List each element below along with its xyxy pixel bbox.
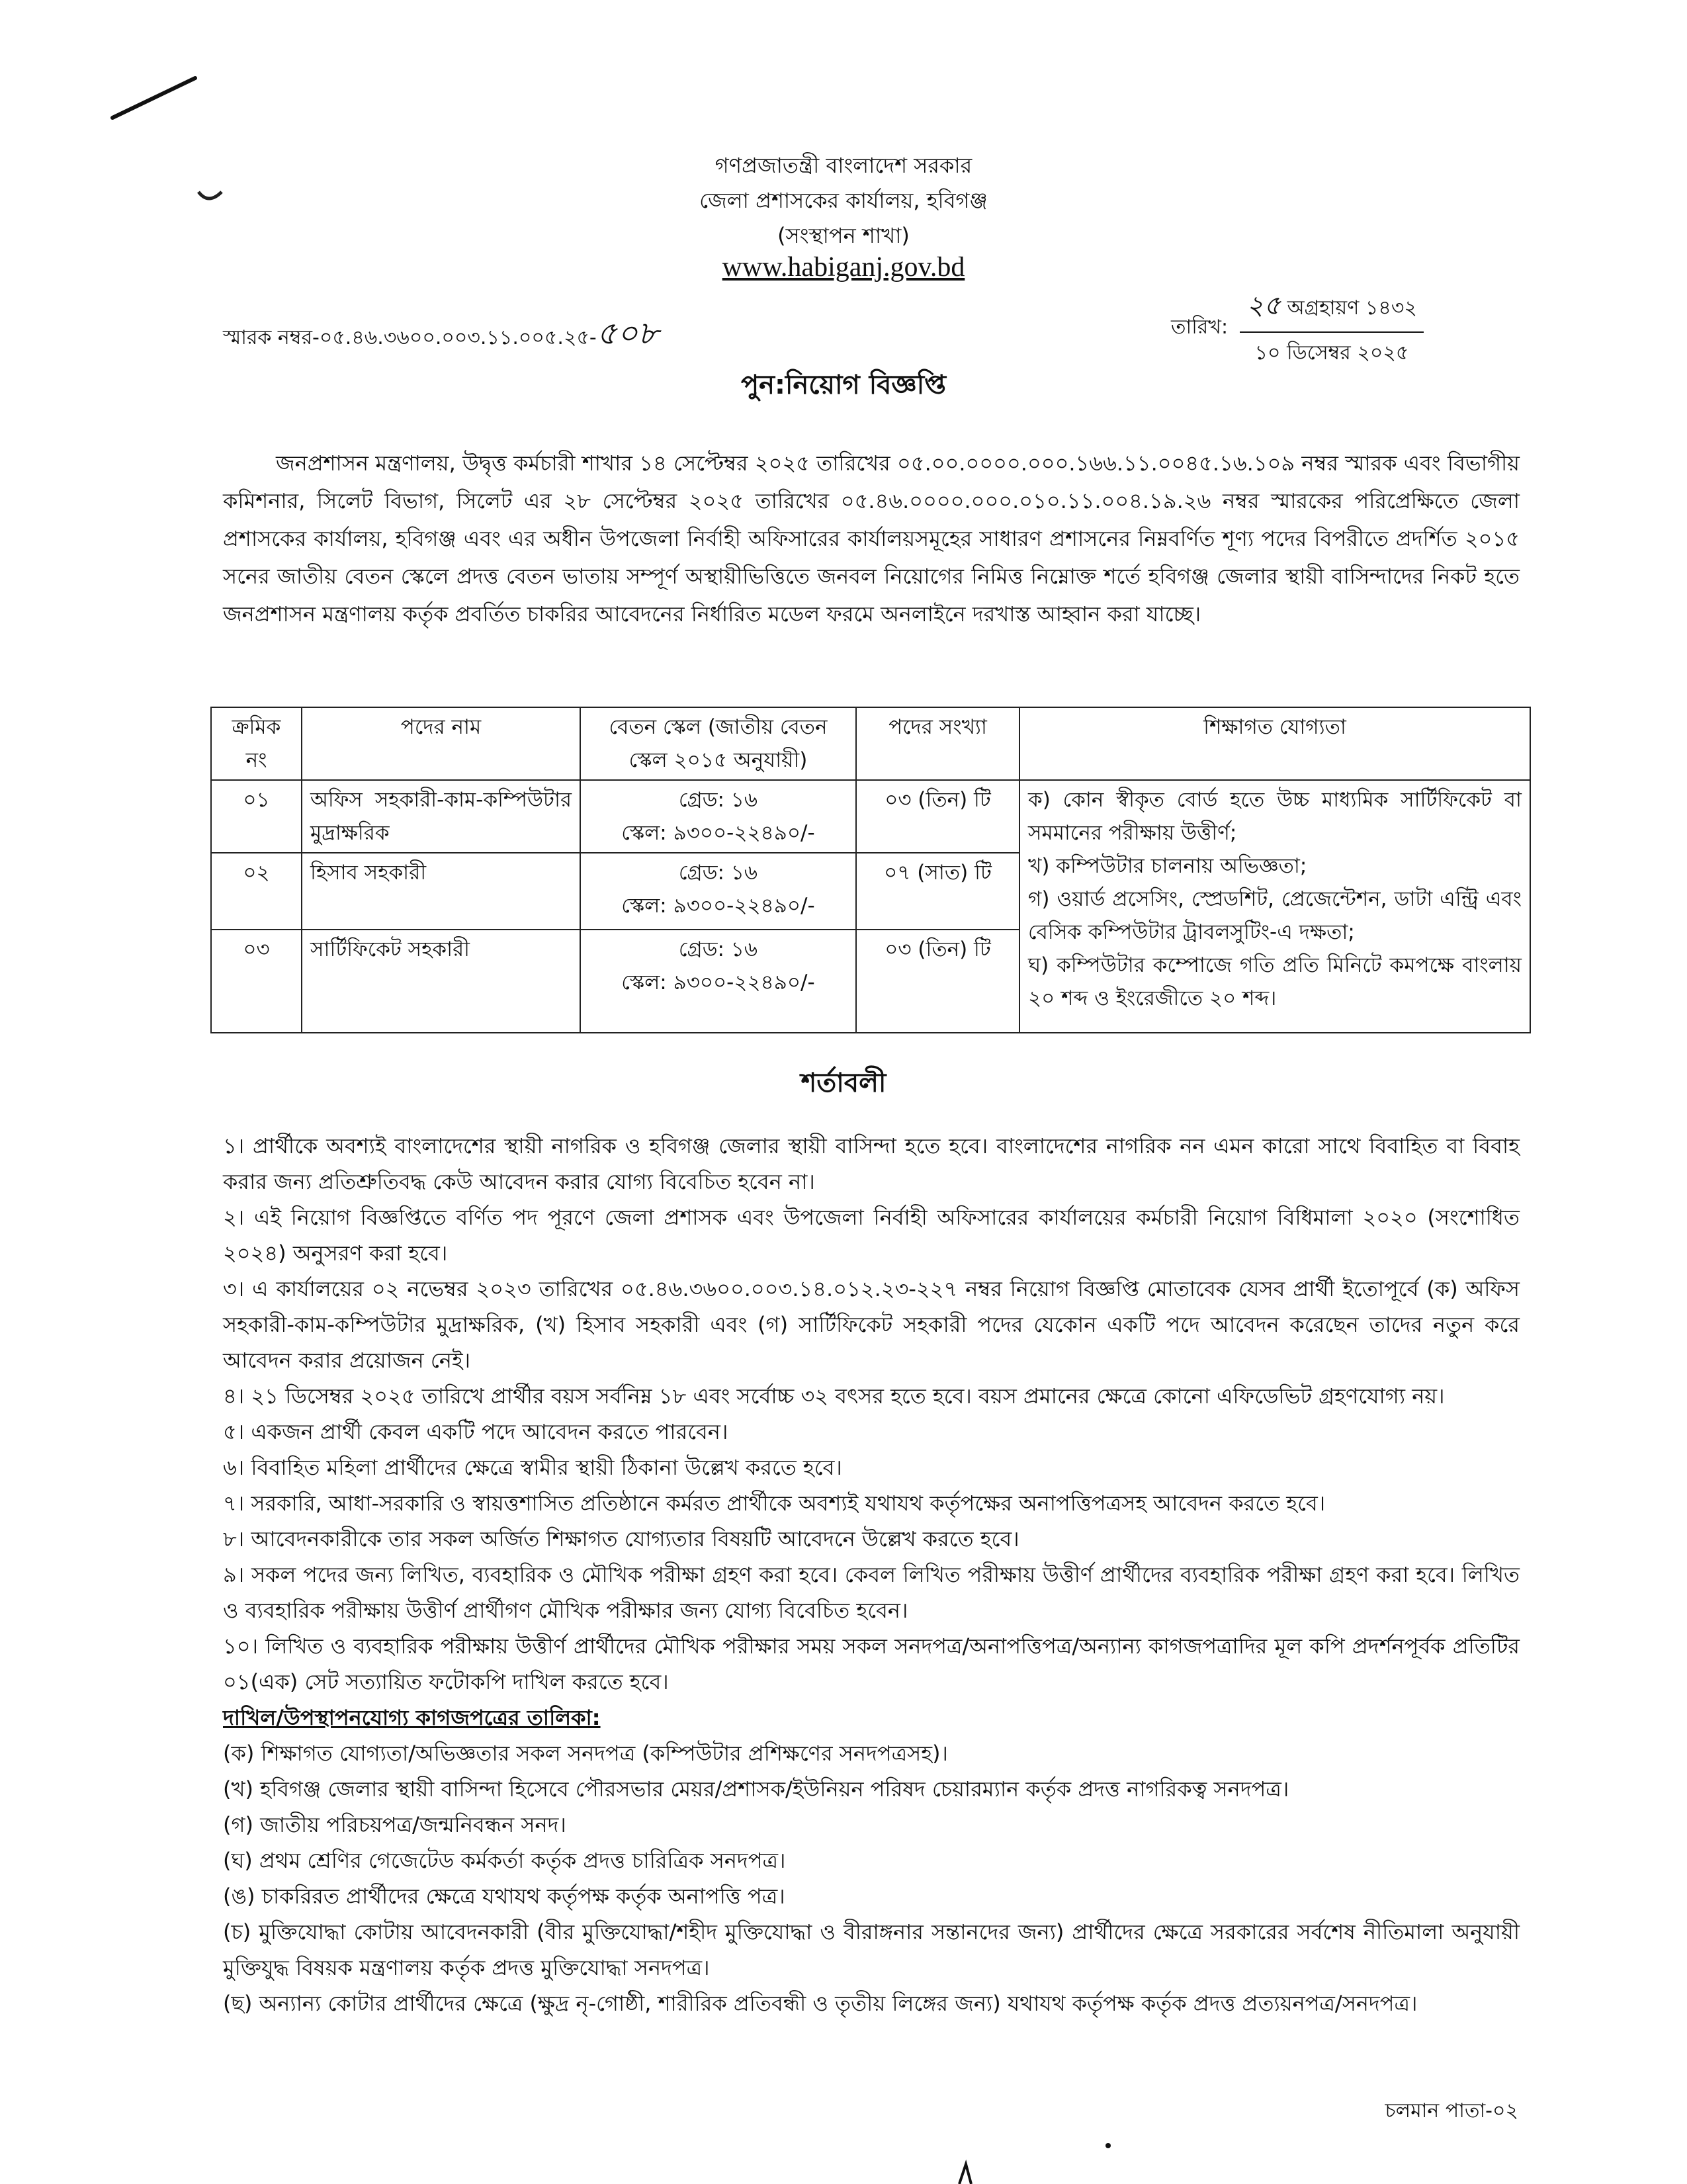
bangla-date: অগ্রহায়ণ ১৪৩২ — [1287, 296, 1417, 320]
header-post: পদের নাম — [302, 707, 580, 780]
english-date: ১০ ডিসেম্বর ২০২৫ — [1254, 341, 1409, 365]
qualification-item: খ) কম্পিউটার চালনায় অভিজ্ঞতা; — [1028, 854, 1307, 878]
qualification-item: ক) কোন স্বীকৃত বোর্ড হতে উচ্চ মাধ্যমিক সার্টিফিকেট বা সমমানের পরীক্ষায় উত্তীর্ণ; — [1028, 788, 1522, 845]
document-item: (ক) শিক্ষাগত যোগ্যতা/অভিজ্ঞতার সকল সনদপত্র (কম্পিউটার প্রশিক্ষণের সনদপত্রসহ)। — [223, 1741, 948, 1766]
vacancy-table — [210, 707, 1531, 1033]
condition-item: ৮। আবেদনকারীকে তার সকল অর্জিত শিক্ষাগত যোগ্যতার বিষয়টি আবেদনে উল্লেখ করতে হবে। — [223, 1526, 1019, 1551]
scale: স্কেল: ৯৩০০-২২৪৯০/- — [621, 894, 815, 918]
condition-item: ১। প্রার্থীকে অবশ্যই বাংলাদেশের স্থায়ী নাগরিক ও হবিগঞ্জ জেলার স্থায়ী বাসিন্দা হতে হবে। বাংলাদেশের নাগরিক নন এমন কারো সাথে বিবাহিত বা বিবাহ করার জন্য প্রতিশ্রুতিবদ্ধ কেউ আবেদন করার যোগ্য বিবেচিত হবেন না। — [223, 1133, 1520, 1194]
qualification-item: গ) ওয়ার্ড প্রসেসিং, স্প্রেডশিট, প্রেজেন্টেশন, ডাটা এন্ট্রি এবং বেসিক কম্পিউটার ট্রাবলসুটিং-এ দক্ষতা; — [1028, 887, 1522, 944]
document-item: (গ) জাতীয় পরিচয়পত্র/জন্মনিবন্ধন সনদ। — [223, 1812, 566, 1837]
government-name: গণপ্রজাতন্ত্রী বাংলাদেশ সরকার — [714, 153, 973, 178]
condition-item: ২। এই নিয়োগ বিজ্ঞপ্তিতে বর্ণিত পদ পূরণে জেলা প্রশাসক এবং উপজেলা নির্বাহী অফিসারের কার্যালয়ের কর্মচারী নিয়োগ বিধিমালা ২০২০ (সংশোধিত ২০২৪) অনুসরণ করা হবে। — [223, 1205, 1520, 1266]
section-name: (সংস্থাপন শাখা) — [777, 223, 910, 248]
pen-stroke-mark — [112, 78, 195, 118]
document-item: (ঘ) প্রথম শ্রেণির গেজেটেড কর্মকর্তা কর্তৃক প্রদত্ত চারিত্রিক সনদপত্র। — [223, 1848, 786, 1873]
memo-number — [223, 310, 658, 362]
handwritten-day: ২৫ — [1246, 290, 1281, 321]
document-item: (ছ) অন্যান্য কোটার প্রার্থীদের ক্ষেত্রে (ক্ষুদ্র নৃ-গোষ্ঠী, শারীরিক প্রতিবন্ধী ও তৃতীয় লিঙ্গের জন্য) যথাযথ কর্তৃপক্ষ কর্তৃক প্রদত্ত প্রত্যয়নপত্র/সনদপত্র। — [223, 1991, 1418, 2016]
website-link[interactable]: www.habiganj.gov.bd — [722, 252, 965, 283]
grade: গ্রেড: ১৬ — [678, 788, 758, 812]
post-count: ০৭ (সাত) টি — [856, 853, 1019, 930]
pay-scale — [580, 930, 856, 1033]
post-count: ০৩ (তিন) টি — [856, 780, 1019, 853]
serial: ০২ — [211, 853, 302, 930]
post-name: হিসাব সহকারী — [302, 853, 580, 930]
pay-scale — [580, 780, 856, 853]
qualification-cell — [1019, 780, 1530, 1033]
serial: ০১ — [211, 780, 302, 853]
header-scale: বেতন স্কেল (জাতীয় বেতন স্কেল ২০১৫ অনুযায়ী) — [580, 707, 856, 780]
office-name: জেলা প্রশাসকের কার্যালয়, হবিগঞ্জ — [699, 188, 988, 213]
intro-paragraph: জনপ্রশাসন মন্ত্রণালয়, উদ্বৃত্ত কর্মচারী শাখার ১৪ সেপ্টেম্বর ২০২৫ তারিখের ০৫.০০.০০০০.০০০.১৬৬.১১.০০৪৫.১৬.১০৯ নম্বর স্মারক এবং বিভাগীয় কমিশনার, সিলেট বিভাগ, সিলেট এর ২৮ সেপ্টেম্বর ২০২৫ তারিখের ০৫.৪৬.০০০০.০০০.০১০.১১.০০৪.১৯.২৬ নম্বর স্মারকের পরিপ্রেক্ষিতে জেলা প্রশাসকের কার্যালয়, হবিগঞ্জ এবং এর অধীন উপজেলা নির্বাহী অফিসারের কার্যালয়সমূহের সাধারণ প্রশাসনের নিম্নবর্ণিত শূণ্য পদের বিপরীতে প্রদর্শিত ২০১৫ সনের জাতীয় বেতন স্কেলে প্রদত্ত বেতন ভাতায় সম্পূর্ণ অস্থায়ীভিত্তিতে জনবল নিয়োগের নিমিত্ত নিম্নোক্ত শর্তে হবিগঞ্জ জেলার স্থায়ী বাসিন্দাদের নিকট হতে জনপ্রশাসন মন্ত্রণালয় কর্তৃক প্রবর্তিত চাকরির আবেদনের নির্ধারিত মডেল ফরমে অনলাইনে দরখাস্ত আহ্বান করা যাচ্ছে। — [223, 451, 1520, 627]
serial: ০৩ — [211, 930, 302, 1033]
grade: গ্রেড: ১৬ — [678, 861, 758, 885]
handwritten-memo-number: ৫০৮ — [596, 315, 659, 352]
date-label: তারিখ: — [1171, 315, 1229, 339]
qualification-item: ঘ) কম্পিউটার কম্পোজে গতি প্রতি মিনিটে কমপক্ষে বাংলায় ২০ শব্দ ও ইংরেজীতে ২০ শব্দ। — [1028, 953, 1522, 1010]
post-count: ০৩ (তিন) টি — [856, 930, 1019, 1033]
condition-item: ৪। ২১ ডিসেম্বর ২০২৫ তারিখে প্রার্থীর বয়স সর্বনিম্ন ১৮ এবং সর্বোচ্চ ৩২ বৎসর হতে হবে। বয়স প্রমানের ক্ষেত্রে কোনো এফিডেভিট গ্রহণযোগ্য নয়। — [223, 1383, 1445, 1409]
table-header-row — [211, 707, 1530, 780]
post-name: অফিস সহকারী-কাম-কম্পিউটার মুদ্রাক্ষরিক — [302, 780, 580, 853]
post-name: সার্টিফিকেট সহকারী — [302, 930, 580, 1033]
header-qualification: শিক্ষাগত যোগ্যতা — [1019, 707, 1530, 780]
condition-item: ৭। সরকারি, আধা-সরকারি ও স্বায়ত্তশাসিত প্রতিষ্ঠানে কর্মরত প্রার্থীকে অবশ্যই যথাযথ কর্তৃপক্ষের অনাপত্তিপত্রসহ আবেদন করতে হবে। — [223, 1491, 1326, 1516]
conditions-list — [223, 1128, 1520, 2021]
condition-item: ৫। একজন প্রার্থী কেবল একটি পদে আবেদন করতে পারবেন। — [223, 1419, 728, 1444]
header-serial: ক্রমিক নং — [211, 707, 302, 780]
condition-item: ৩। এ কার্যালয়ের ০২ নভেম্বর ২০২৩ তারিখের ০৫.৪৬.৩৬০০.০০৩.১৪.০১২.২৩-২২৭ নম্বর নিয়োগ বিজ্ঞপ্তি মোতাবেক যেসব প্রার্থী ইতোপূর্বে (ক) অফিস সহকারী-কাম-কম্পিউটার মুদ্রাক্ষরিক, (খ) হিসাব সহকারী এবং (গ) সার্টিফিকেট সহকারী পদের যেকোন একটি পদে আবেদন করেছেন তাদের নতুন করে আবেদন করার প্রয়োজন নেই। — [223, 1276, 1520, 1373]
grade: গ্রেড: ১৬ — [678, 938, 758, 961]
document-item: (ঙ) চাকরিরত প্রার্থীদের ক্ষেত্রে যথাযথ কর্তৃপক্ষ কর্তৃক অনাপত্তি পত্র। — [223, 1884, 785, 1909]
dot-mark — [1105, 2143, 1111, 2148]
document-item: (চ) মুক্তিযোদ্ধা কোটায় আবেদনকারী (বীর মুক্তিযোদ্ধা/শহীদ মুক্তিযোদ্ধা ও বীরাঙ্গনার সন্তানদের জন্য) প্রার্থীদের ক্ষেত্রে সরকারের সর্বশেষ নীতিমালা অনুযায়ী মুক্তিযুদ্ধ বিষয়ক মন্ত্রণালয় কর্তৃক প্রদত্ত মুক্তিযোদ্ধা সনদপত্র। — [223, 1919, 1520, 1980]
documents-heading: দাখিল/উপস্থাপনযোগ্য কাগজপত্রের তালিকা: — [223, 1705, 601, 1730]
document-item: (খ) হবিগঞ্জ জেলার স্থায়ী বাসিন্দা হিসেবে পৌরসভার মেয়র/প্রশাসক/ইউনিয়ন পরিষদ চেয়ারম্যান কর্তৃক প্রদত্ত নাগরিকত্ব সনদপত্র। — [223, 1776, 1289, 1802]
continued-page-note: চলমান পাতা-০২ — [1385, 2099, 1518, 2122]
table-row — [211, 780, 1530, 853]
date-block — [1171, 284, 1424, 371]
scale: স্কেল: ৯৩০০-২২৪৯০/- — [621, 821, 815, 845]
pay-scale — [580, 853, 856, 930]
memo-label: স্মারক নম্বর-০৫.৪৬.৩৬০০.০০৩.১১.০০৫.২৫- — [223, 326, 597, 349]
conditions-title: শর্তাবলী — [800, 1068, 887, 1098]
condition-item: ৯। সকল পদের জন্য লিখিত, ব্যবহারিক ও মৌখিক পরীক্ষা গ্রহণ করা হবে। কেবল লিখিত পরীক্ষায় উত্তীর্ণ প্রার্থীদের ব্যবহারিক পরীক্ষা গ্রহণ করা হবে। লিখিত ও ব্যবহারিক পরীক্ষায় উত্তীর্ণ প্রার্থীগণ মৌখিক পরীক্ষার জন্য যোগ্য বিবেচিত হবেন। — [223, 1562, 1520, 1623]
page-title: পুন:নিয়োগ বিজ্ঞপ্তি — [740, 370, 947, 400]
condition-item: ১০। লিখিত ও ব্যবহারিক পরীক্ষায় উত্তীর্ণ প্রার্থীদের মৌখিক পরীক্ষার সময় সকল সনদপত্র/অনাপত্তিপত্র/অন্যান্য কাগজপত্রাদির মূল কপি প্রদর্শনপূর্বক প্রতিটির ০১(এক) সেট সত্যায়িত ফটোকপি দাখিল করতে হবে। — [223, 1634, 1520, 1694]
condition-item: ৬। বিবাহিত মহিলা প্রার্থীদের ক্ষেত্রে স্বামীর স্থায়ী ঠিকানা উল্লেখ করতে হবে। — [223, 1455, 842, 1480]
header-count: পদের সংখ্যা — [856, 707, 1019, 780]
bottom-pen-mark — [959, 2164, 971, 2184]
scale: স্কেল: ৯৩০০-২২৪৯০/- — [621, 971, 815, 994]
